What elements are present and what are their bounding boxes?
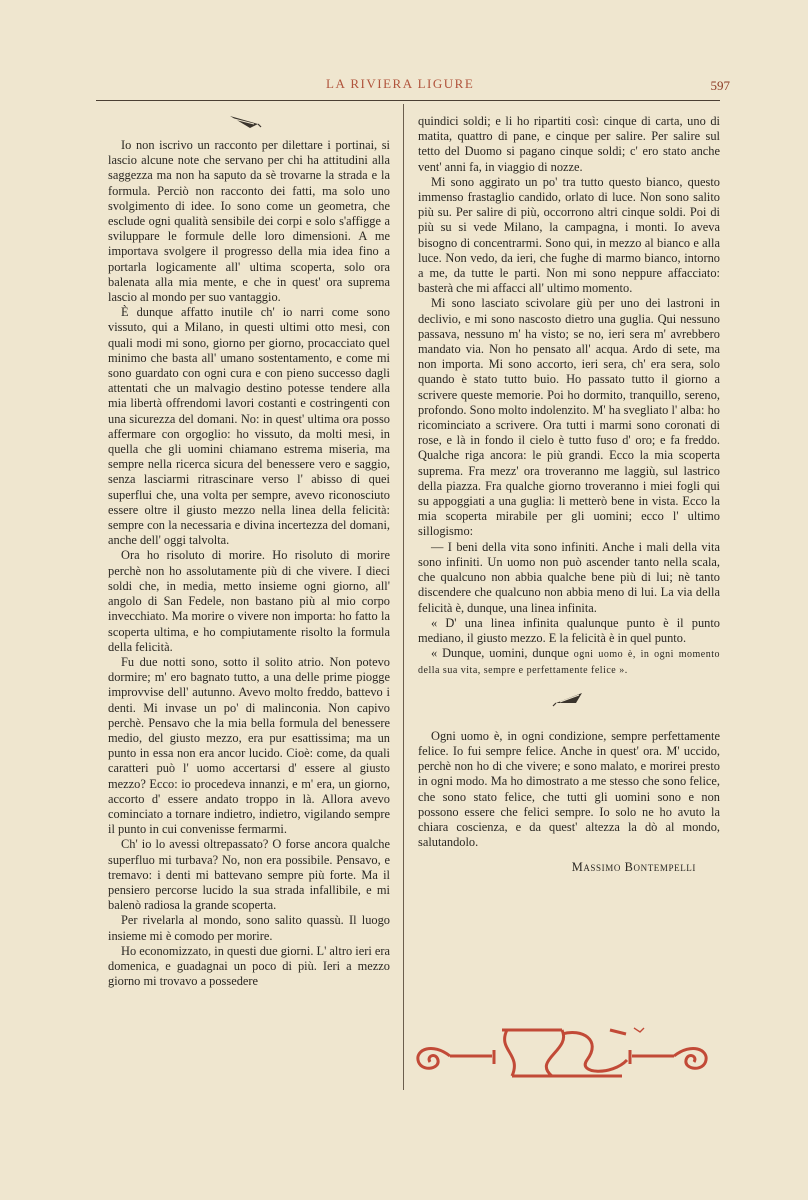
left-column [108,138,390,989]
paragraph: Ch' io lo avessi oltrepassato? O forse ancora qualche superfluo mi turbava? No, non era possibile. Pensavo, e tremavo: i denti mi battevano sempre più forte. Ma il pensiero percorse lucido la sua strada infallibile, e mi balenò radiosa la grande scoperta. [108,837,390,913]
paragraph: Per rivelarla al mondo, sono salito quassù. Il luogo insieme mi è comodo per morire. [108,913,390,943]
author-signature: Massimo Bontempelli [571,860,696,875]
page-number: 597 [710,78,730,93]
journal-title: LA RIVIERA LIGURE [326,76,475,91]
right-column [418,114,720,876]
column-divider [403,104,404,1090]
paragraph [418,646,720,678]
section-ornament [418,689,720,713]
paragraph: — I beni della vita sono infiniti. Anche i mali della vita sono infiniti. Un uomo non può ascender tanto nella scala, che qualcuno non abbia qualche bene più di lui; nè tanto discendere che qualcuno non abbia meno di lui. La via della felicità è, dunque, una linea infinita. [418,539,720,615]
paragraph: Ho economizzato, in questi due giorni. L' altro ieri era domenica, e guadagnai un poco di più. Ieri a mezzo giorno mi trovavo a possedere [108,943,390,989]
paragraph-smallcaps: ogni uomo è, in ogni momento della sua vita, sempre e perfettamente felice ». [418,649,720,677]
closing-paragraph: Ogni uomo è, in ogni condizione, sempre perfettamente felice. Io fui sempre felice. Anche in quest' ora. M' uccido, perchè non ho di che vivere; e sono malato, e morirei presto in ogni modo. Ma ho dimostrato a me stesso che sono felice, che sono stato felice, che tutti gli uomini sono e non possono essere che felici sempre. Io solo ne ho avuto la chiara coscienza, e da quest' altezza la dò al mondo, salutandolo. [418,728,720,850]
paragraph: « D' una linea infinita qualunque punto è il punto mediano, il giusto mezzo. E la felicità è in quel punto. [418,615,720,645]
paragraph: Fu due notti sono, sotto il solito atrio. Non potevo dormire; m' ero bagnato tutto, a una delle prime piogge improvvise dell' autunno. Avevo molto freddo, battevo i denti. Mi invase un po' di malinconia. Non capivo perchè. Pensavo che la mia bella formula del benessere medio, del giusto mezzo, era pur esattissima; ma un punto in essa non era ancor lucido. Cioè: come, da quali caratteri può l' uomo accertarsi d' essere al giusto mezzo? Ecco: io procedeva innanzi, e m' era, un giorno, accorto d' essere andato troppo in là. Allora avevo cominciato a tornare indietro, indietro, vigilando sempre il punto in cui convenisse fermarmi. [108,654,390,837]
paragraph: Mi sono aggirato un po' tra tutto questo bianco, questo immenso frastaglio candido, orlato di luce. Non sono salito più su. Per salire di più, occorrono altri cinque soldi. Poi di più su si vede Milano, la campagna, i monti. Io aveva bisogno di concentrarmi. Sono qui, in mezzo al bianco e alla luce. Non vedo, da ieri, che fughe di marmo bianco, intorno a me, da tutte le parti. Non mi sono neppure affacciato: basterà che mi affacci all' ultimo momento. [418,174,720,296]
paragraph-lead: « Dunque, uomini, dunque [431,646,569,661]
decorative-colophon-icon [412,1020,712,1090]
quill-ornament-icon [228,112,262,132]
header-rule [96,100,720,101]
paragraph: È dunque affatto inutile ch' io narri come sono vissuto, qui a Milano, in questi ultimi otto mesi, con quali modi mi sono, giorno per giorno, procacciato quel minimo che basta all' umano sostentamento, e come mi sono guardato con ogni cura e con pieno successo dagli attentati che un malvagio destino potesse tendere alla mia libertà offrendomi lavori costanti e costringenti con una sicurezza del domani. No: in quest' ultima ora posso affermare con orgoglio: ho vissuto, da molti mesi, in quella che gli uomini chiamano estrema miseria, ma sempre nella ricerca sicura del benessere vero e saggio, senza lasciarmi ritrascinare verso l' abisso di quei superflui che, una volta per sempre, avevo riconosciuto essere oltre il giusto mezzo nella linea della felicità: sempre con la necessaria e divina incertezza del domani, anche dell' oggi talvolta. [108,305,390,548]
running-head [100,76,730,98]
quill-ornament-icon [552,689,586,709]
paragraph: Mi sono lasciato scivolare giù per uno dei lastroni in declivio, e mi sono nascosto dietro una guglia. Qui nessuno passava, nessuno m' ha visto; se no, ieri sera m' avrebbero mandato via. Non ho pensato all' acqua. Ardo di sete, ma non importa. Mi sono accorto, ieri sera, ch' era sera, solo quando è stato tutto buio. Ho passato tutto il giorno a scrivere queste memorie. Poi ho dormito, tranquillo, sereno, profondo. Sono molto indolenzito. M' ha svegliato l' alba: ho ricominciato a scrivere. Ora tutti i marmi sono coronati di rose, e là in fondo il cielo è tutto fuso d' oro; e fa freddo. Qualche riga ancora: le più grandi. Ecco la mia scoperta suprema. Fra mezz' ora troveranno me laggiù, sul lastrico della piazza. Fra qualche giorno troveranno i miei fogli qui su appoggiati a una guglia: li metterò bene in vista. Ecco la mia scoperta mirabile per gli uomini; ecco l' ultimo sillogismo: [418,296,720,539]
paragraph: quindici soldi; e li ho ripartiti così: cinque di carta, uno di matita, quattro di pane, e cinque per salire. Per salire sul tetto del Duomo si pagano cinque soldi; c' ero stato anche vent' anni fa, in viaggio di nozze. [418,114,720,174]
paragraph: Ora ho risoluto di morire. Ho risoluto di morire perchè non ho assolutamente più di che vivere. I dieci soldi che, in media, metto insieme ogni giorno, all' angolo di San Fedele, non bastano più al mio corpo invecchiato. Ma morire o vivere non importa: ho fatto la scoperta ultima, e ho compiutamente risolto la formula della felicità. [108,548,390,654]
paragraph: Io non iscrivo un racconto per dilettare i portinai, si lascio alcune note che servano per chi ha attitudini alla saggezza ma non ha saputo da sè trovarne la strada e la formula. Perciò non racconto dei fatti, ma solo uno svolgimento di idee. Io sono come un geometra, che esclude ogni qualità sensibile dei corpi e solo s'affigge a sviluppare le formule delle loro dimensioni. A me importava svolgere il progresso della mia idea fino a portarla logicamente all' ultima scoperta, solo ora balenata alla mia mente, e che in quest' ora suprema lascio al mondo per suo vantaggio. [108,138,390,305]
